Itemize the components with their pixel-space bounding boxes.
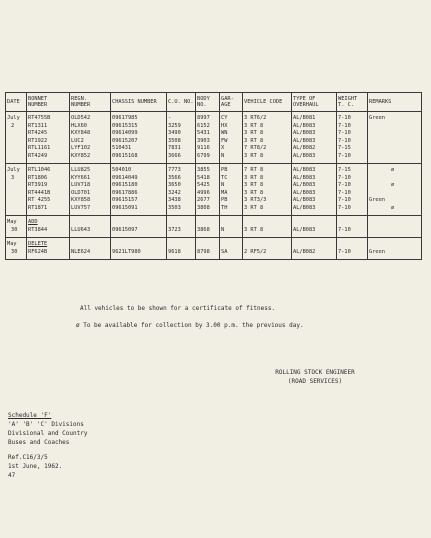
weight-value: 7-15 <box>338 145 351 151</box>
garage-cell <box>220 164 243 216</box>
overhaul-value: AL/B083 <box>293 197 316 203</box>
remarks-cell <box>368 238 422 260</box>
garage-value: FW <box>221 137 228 144</box>
weight-value: 7-10 <box>338 115 351 121</box>
chassis-value: 09615091 <box>112 204 138 211</box>
garage-cell <box>220 112 243 164</box>
cu-value: 3438 <box>168 197 181 203</box>
page-number: 47 <box>8 472 16 479</box>
regn-value: LLU825 <box>71 167 91 173</box>
divisional-label: Divisional and Country <box>8 430 88 437</box>
weight-value: 7-10 <box>338 226 351 233</box>
collection-note: ø To be available for collection by 3.00 p.m. the previous day. <box>76 322 304 329</box>
garage-value: SA <box>221 248 228 255</box>
column-header: TYPE OF OVERHAUL <box>292 93 337 112</box>
schedule-label: Schedule 'F' <box>8 412 52 419</box>
regn-value: KXY848 <box>71 130 91 136</box>
bonnet-cell <box>27 112 70 164</box>
chassis-value: 510431 <box>112 145 132 151</box>
bonnet-value: RT3844 <box>28 226 48 233</box>
bonnet-value: RTL1161 <box>28 145 51 151</box>
code-value: 3 RT 8 <box>244 204 264 211</box>
header-row <box>6 93 422 112</box>
code-cell <box>243 216 292 238</box>
table-row <box>6 216 422 238</box>
cu-value: 3650 <box>168 182 181 188</box>
regn-value: OLD701 <box>71 189 91 196</box>
regn-value: LYF102 <box>71 145 91 151</box>
body-value: 5431 <box>197 130 210 136</box>
bonnet-value: RT1806 <box>28 174 48 181</box>
date-group <box>6 164 422 216</box>
chassis-cell <box>111 112 167 164</box>
garage-value: TH <box>221 204 228 211</box>
remarks-value: Green <box>369 115 385 121</box>
overhaul-cell <box>292 164 337 216</box>
code-value: 3 RT 8 <box>244 189 264 196</box>
chassis-value: 09614099 <box>112 130 138 136</box>
garage-value: WN <box>221 130 228 136</box>
column-header: WEIGHT T. C. <box>337 93 368 112</box>
garage-value: TC <box>221 174 228 181</box>
code-cell <box>243 238 292 260</box>
cu-value: 7773 <box>168 167 181 173</box>
garage-value: N <box>221 226 225 233</box>
chassis-value: 09615180 <box>112 182 138 188</box>
bonnet-value: RTL1046 <box>28 167 51 173</box>
chassis-value: 09615207 <box>112 137 138 144</box>
reference-label: Ref.C16/3/5 <box>8 454 48 461</box>
code-value: 3 RT 8 <box>244 226 264 233</box>
weight-value: 7-10 <box>338 204 351 211</box>
cu-value: 3503 <box>168 204 181 211</box>
cu-value: 3490 <box>168 130 181 136</box>
weight-value: 7-10 <box>338 248 351 255</box>
overhaul-value: AL/B083 <box>293 137 316 144</box>
body-value: 8997 <box>197 115 210 121</box>
regn-value: LUC2 <box>71 137 84 144</box>
overhaul-value: AL/B083 <box>293 182 316 188</box>
signature-dept: (ROAD SERVICES) <box>287 378 343 385</box>
overhaul-cell <box>292 216 337 238</box>
chassis-value: 9621LT980 <box>112 248 141 255</box>
table-row <box>6 238 422 260</box>
cu-value: 9618 <box>168 248 181 255</box>
date-group <box>6 216 422 238</box>
overhaul-value: AL/B083 <box>293 204 316 211</box>
certificate-note: All vehicles to be shown for a certificate of fitness. <box>80 305 276 312</box>
code-cell <box>243 164 292 216</box>
code-value: 3 RT 8 <box>244 174 264 181</box>
date-text: July <box>7 167 20 173</box>
table-row <box>6 164 422 216</box>
chassis-cell <box>111 164 167 216</box>
bonnet-value: RT4245 <box>28 130 48 136</box>
body-value: 8798 <box>197 248 210 255</box>
garage-value: X <box>221 145 225 151</box>
overhaul-value: AL/B083 <box>293 167 316 173</box>
signature-block <box>230 368 400 386</box>
issue-date: 1st June, 1962. <box>8 463 63 470</box>
cu-cell <box>167 164 196 216</box>
overhaul-value: AL/B083 <box>293 226 316 233</box>
overhaul-value: AL/B083 <box>293 152 316 159</box>
code-value: 3 RT 8 <box>244 122 264 129</box>
code-value: 2 RF5/2 <box>244 248 267 255</box>
bonnet-value: RT1871 <box>28 204 48 211</box>
body-cell <box>196 238 220 260</box>
date-text: May <box>7 219 17 225</box>
body-value: 2677 <box>197 197 210 203</box>
cu-value: 3566 <box>168 174 181 181</box>
cu-value: 3259 <box>168 122 181 129</box>
bonnet-value: RF624B <box>28 248 48 255</box>
garage-value: N <box>221 182 225 188</box>
weight-value: 7-10 <box>338 189 351 196</box>
body-value: 9116 <box>197 145 210 151</box>
chassis-value: 09617886 <box>112 189 138 196</box>
bonnet-value: RT4249 <box>28 152 48 159</box>
chassis-value: 09615315 <box>112 122 138 129</box>
regn-value: HLX60 <box>71 122 87 129</box>
weight-value: 7-10 <box>338 182 351 188</box>
weight-cell <box>337 112 368 164</box>
chassis-value: 09615157 <box>112 197 138 203</box>
cu-cell <box>167 238 196 260</box>
date-cell <box>6 112 27 164</box>
cu-value: 7831 <box>168 145 181 151</box>
regn-cell <box>70 238 111 260</box>
weight-value: 7-10 <box>338 152 351 159</box>
remarks-cell <box>368 216 422 238</box>
date-text: 2 <box>11 122 15 129</box>
garage-value: CY <box>221 115 228 121</box>
column-header: CHASSIS NUMBER <box>111 93 167 112</box>
code-value: 3 RT6/2 <box>244 115 267 121</box>
regn-value: LUV718 <box>71 182 91 188</box>
body-value: 3903 <box>197 137 210 144</box>
overhaul-value: AL/B081 <box>293 115 316 121</box>
remarks-value <box>369 130 420 138</box>
weight-value: 7-10 <box>338 122 351 129</box>
weight-value: 7-10 <box>338 130 351 136</box>
remarks-cell <box>368 112 422 164</box>
weight-value: 7-10 <box>338 197 351 203</box>
code-cell <box>243 112 292 164</box>
date-text: 30 <box>11 226 18 233</box>
remarks-value <box>369 175 420 183</box>
column-header: REMARKS <box>368 93 422 112</box>
garage-value: PB <box>221 197 228 203</box>
chassis-cell <box>111 238 167 260</box>
cu-value: 3242 <box>168 189 181 196</box>
remarks-value: ø <box>391 167 395 173</box>
weight-value: 7-15 <box>338 167 351 173</box>
date-text: 3 <box>11 174 15 181</box>
cu-cell <box>167 112 196 164</box>
table-row <box>6 112 422 164</box>
column-header: C.U. NO. <box>167 93 196 112</box>
weight-cell <box>337 216 368 238</box>
body-value: 3855 <box>197 167 210 173</box>
body-value: 5418 <box>197 174 210 181</box>
body-cell <box>196 164 220 216</box>
code-value: 3 RT 8 <box>244 130 264 136</box>
bonnet-cell <box>27 216 70 238</box>
code-value: 7 RT8/2 <box>244 145 267 151</box>
overhaul-cell <box>292 112 337 164</box>
cu-value: - <box>168 115 172 121</box>
weight-cell <box>337 164 368 216</box>
overhaul-value: AL/B082 <box>293 145 316 151</box>
date-group <box>6 238 422 260</box>
remarks-value <box>369 227 420 235</box>
garage-value: MA <box>221 189 228 196</box>
chassis-value: 09617985 <box>112 115 138 121</box>
chassis-value: 09614049 <box>112 174 138 181</box>
column-header: BONNET NUMBER <box>27 93 70 112</box>
remarks-value: Green <box>369 197 385 203</box>
column-header: REGN. NUMBER <box>70 93 111 112</box>
body-value: 3868 <box>197 226 210 233</box>
rolling-stock-table <box>5 92 422 260</box>
overhaul-value: AL/B082 <box>293 248 316 255</box>
remarks-value: ø <box>391 182 395 188</box>
overhaul-value: AL/B083 <box>293 130 316 136</box>
garage-cell <box>220 216 243 238</box>
bonnet-value: RT 4255 <box>28 197 51 203</box>
date-cell <box>6 216 27 238</box>
remarks-value <box>369 145 420 153</box>
weight-cell <box>337 238 368 260</box>
divisions-label: 'A' 'B' 'C' Divisions <box>8 421 84 428</box>
action-label: DELETE <box>28 241 48 247</box>
remarks-value <box>369 190 420 198</box>
bonnet-value: RT4441B <box>28 189 51 196</box>
column-header: GAR-AGE <box>220 93 243 112</box>
regn-value: KXY852 <box>71 152 91 159</box>
date-text: July <box>7 115 20 121</box>
regn-value: OLD542 <box>71 115 91 121</box>
garage-value: HX <box>221 122 228 129</box>
regn-value: LUV757 <box>71 204 91 211</box>
remarks-value <box>369 123 420 131</box>
remarks-value <box>369 138 420 146</box>
regn-cell <box>70 112 111 164</box>
bonnet-value: RT1311 <box>28 122 48 129</box>
body-cell <box>196 112 220 164</box>
weight-value: 7-10 <box>338 137 351 144</box>
remarks-value: Green <box>369 248 385 255</box>
regn-cell <box>70 164 111 216</box>
chassis-cell <box>111 216 167 238</box>
date-text: 30 <box>11 248 18 255</box>
body-value: 5425 <box>197 182 210 188</box>
body-value: 6152 <box>197 122 210 129</box>
column-header: VEHICLE CODE <box>243 93 292 112</box>
date-cell <box>6 238 27 260</box>
body-value: 3808 <box>197 204 210 211</box>
code-value: 3 RT 8 <box>244 137 264 144</box>
bonnet-value: RT3919 <box>28 182 48 188</box>
footer-block <box>8 411 87 480</box>
column-header: DATE <box>6 93 27 112</box>
regn-value: KXY858 <box>71 197 91 203</box>
cu-cell <box>167 216 196 238</box>
cu-value: 3723 <box>168 226 181 233</box>
code-value: 3 RT3/3 <box>244 197 267 203</box>
code-value: 3 RT 8 <box>244 182 264 188</box>
body-value: 6799 <box>197 152 210 159</box>
date-group <box>6 112 422 164</box>
date-cell <box>6 164 27 216</box>
regn-cell <box>70 216 111 238</box>
regn-value: LLU643 <box>71 226 91 233</box>
bonnet-cell <box>27 164 70 216</box>
code-value: 3 RT 8 <box>244 152 264 159</box>
regn-value: KYY661 <box>71 174 91 181</box>
overhaul-cell <box>292 238 337 260</box>
cu-value: 3666 <box>168 152 181 159</box>
remarks-value <box>369 153 420 161</box>
chassis-value: 504010 <box>112 167 132 173</box>
chassis-value: 09615168 <box>112 152 138 159</box>
garage-value: N <box>221 152 225 159</box>
overhaul-value: AL/B083 <box>293 174 316 181</box>
cu-value: 3508 <box>168 137 181 144</box>
body-cell <box>196 216 220 238</box>
code-value: 7 RT 8 <box>244 167 264 173</box>
overhaul-value: AL/B083 <box>293 189 316 196</box>
date-text: May <box>7 241 17 247</box>
signature-title: ROLLING STOCK ENGINEER <box>275 369 355 376</box>
remarks-cell <box>368 164 422 216</box>
column-header: BODY NO. <box>196 93 220 112</box>
regn-value: NLE624 <box>71 248 91 255</box>
garage-cell <box>220 238 243 260</box>
bonnet-value: RT4755B <box>28 115 51 121</box>
bonnet-value: RT1922 <box>28 137 48 144</box>
overhaul-value: AL/B083 <box>293 122 316 129</box>
action-label: ADD <box>28 219 38 225</box>
vehicles-label: Buses and Coaches <box>8 439 70 446</box>
body-value: 4996 <box>197 189 210 196</box>
remarks-value: ø <box>391 204 395 211</box>
bonnet-cell <box>27 238 70 260</box>
chassis-value: 09615097 <box>112 226 138 233</box>
garage-value: PB <box>221 167 228 173</box>
weight-value: 7-10 <box>338 174 351 181</box>
